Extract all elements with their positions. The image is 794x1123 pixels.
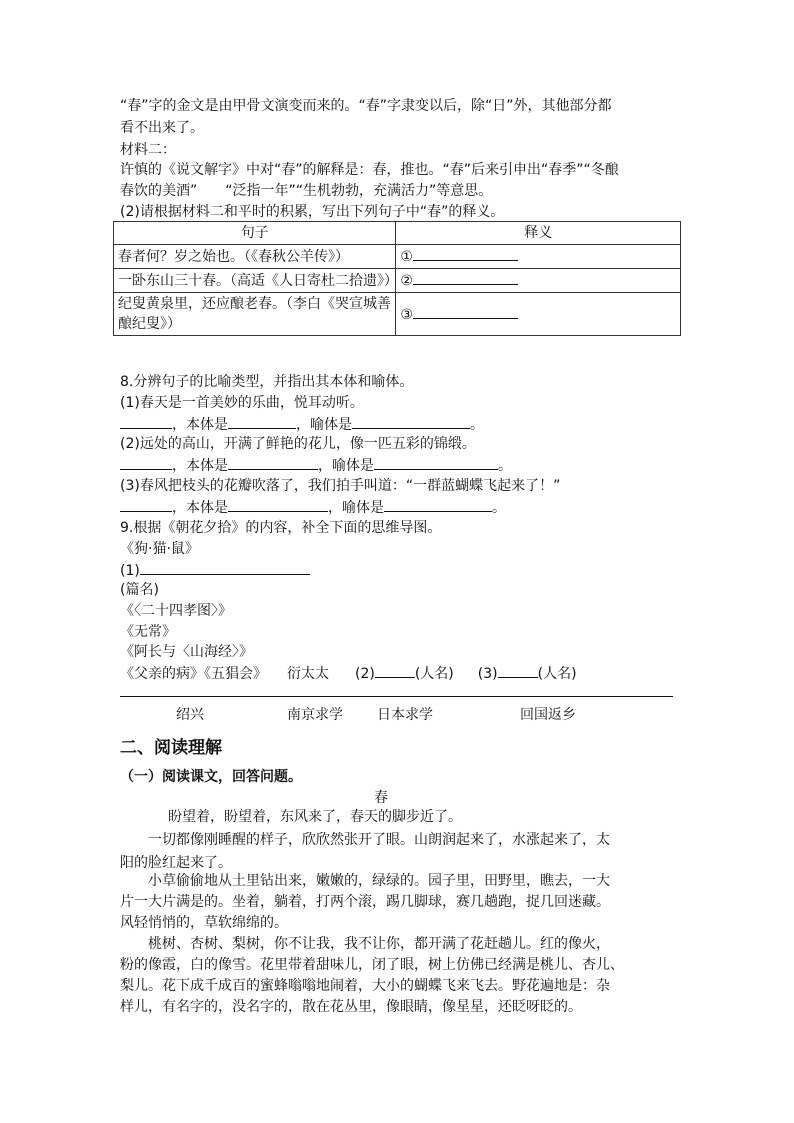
passage-para-4-line-4: 样儿，有名字的，没名字的，散在花丛里，像眼睛，像星星，还眨呀眨的。: [120, 999, 582, 1015]
table-header-row: [114, 222, 681, 245]
table-row: [114, 269, 681, 293]
question-8-item-3: (3)春风把枝头的花瓣吹落了，我们拍手叫道：“一群蓝蝴蝶飞起来了！”: [120, 478, 561, 494]
answer-blank[interactable]: [352, 414, 470, 429]
material2-line-1: 许慎的《说文解字》中对“春”的解释是：春，推也。“春”后来引申出“春季”“冬酿: [120, 162, 619, 178]
answer-number: ②: [400, 273, 413, 289]
passage-para-4-line-2: 粉的像霞，白的像雪。花里带着甜味儿，闭了眼，树上仿佛已经满是桃儿、杏儿、: [120, 957, 624, 973]
mindmap-blank-1: [120, 560, 680, 581]
answer-blank[interactable]: [228, 414, 296, 429]
answer-blank[interactable]: [140, 560, 310, 575]
mindmap-item-5: [120, 663, 680, 684]
label-end: 。: [498, 458, 512, 474]
question-8-answer-line-1: [120, 414, 680, 435]
passage-para-3-line-2: 片一大片满是的。坐着，躺着，打两个滚，踢几脚球，赛几趟跑，捉几回迷藏。: [120, 894, 610, 910]
table-row: [114, 245, 681, 269]
label-yu: ，喻体是: [296, 417, 352, 433]
table-cell-sentence: 春者何？岁之始也。（《春秋公羊传》）: [114, 245, 396, 269]
place-nanjing: 南京求学: [287, 707, 343, 723]
question-8-answer-line-3: [120, 497, 680, 518]
label-ben: ，本体是: [172, 417, 228, 433]
mindmap-item-1: 《狗·猫·鼠》: [120, 541, 199, 557]
question-9-prompt: 9.根据《朝花夕拾》的内容，补全下面的思维导图。: [120, 520, 442, 536]
material2-line-2: 春饮的美酒” “泛指一年”“生机勃勃，充满活力”等意思。: [120, 183, 493, 199]
answer-blank[interactable]: [120, 455, 172, 470]
answer-blank[interactable]: [120, 414, 172, 429]
question-8-item-1: (1)春天是一首美妙的乐曲，悦耳动听。: [120, 395, 364, 411]
section-subtitle: （一）阅读课文，回答问题。: [120, 769, 302, 785]
answer-blank[interactable]: [413, 246, 518, 261]
blank-2-label: (2): [355, 666, 375, 682]
question-2-prompt: (2)请根据材料二和平时的积累，写出下列句子中“春”的释义。: [120, 204, 505, 220]
table-cell-answer[interactable]: [396, 293, 681, 336]
definition-table: [113, 221, 681, 336]
answer-number: ①: [400, 249, 413, 265]
table-cell-answer[interactable]: [396, 245, 681, 269]
mindmap-item-3: 《无常》: [120, 624, 176, 640]
answer-blank[interactable]: [228, 455, 318, 470]
place-return: 回国返乡: [520, 707, 576, 723]
passage-para-3-line-1: 小草偷偷地从土里钻出来，嫩嫩的，绿绿的。园子里，田野里，瞧去，一大: [148, 873, 610, 889]
mindmap-item-4: 《阿长与〈山海经〉》: [120, 644, 253, 660]
answer-number: ③: [400, 306, 413, 323]
table-header-sentence: 句子: [114, 222, 396, 245]
passage-para-2-line-1: 一切都像刚睡醒的样子，欣欣然张开了眼。山朗润起来了，水涨起来了，太: [148, 832, 610, 848]
table-cell-answer[interactable]: [396, 269, 681, 293]
passage-para-3-line-3: 风轻悄悄的，草软绵绵的。: [120, 915, 288, 931]
material1-line-1: “春”字的金文是由甲骨文演变而来的。“春”字隶变以后，除“日”外，其他部分都: [120, 98, 612, 114]
blank-3-suffix: (人名): [537, 666, 577, 682]
table-row: [114, 293, 681, 336]
blank-2-suffix: (人名): [414, 666, 454, 682]
question-8-answer-line-2: [120, 455, 680, 476]
label-ben: ，本体是: [172, 500, 228, 516]
timeline-divider: [120, 696, 673, 697]
blank-1-label: (1): [120, 563, 140, 579]
passage-title: 春: [374, 790, 388, 806]
mindmap-titles: 《父亲的病》《五猖会》: [120, 666, 267, 682]
label-yu: ，喻体是: [318, 458, 374, 474]
mindmap-person: 衍太太: [287, 666, 329, 682]
question-8-item-2: (2)远处的高山，开满了鲜艳的花儿，像一匹五彩的锦缎。: [120, 436, 476, 452]
answer-blank[interactable]: [384, 497, 492, 512]
passage-para-4-line-1: 桃树、杏树、梨树，你不让我，我不让你，都开满了花赶趟儿。红的像火，: [148, 936, 610, 952]
mindmap-item-2: 《〈二十四孝图〉》: [120, 603, 232, 619]
passage-para-2-line-2: 阳的脸红起来了。: [120, 855, 232, 871]
answer-blank[interactable]: [120, 497, 172, 512]
answer-blank[interactable]: [498, 663, 538, 678]
question-8-prompt: 8.分辨句子的比喻类型，并指出其本体和喻体。: [120, 374, 414, 390]
place-shaoxing: 绍兴: [176, 707, 204, 723]
table-cell-sentence: 一卧东山三十春。（高适《人日寄杜二拾遗》）: [114, 269, 396, 293]
answer-blank[interactable]: [375, 663, 415, 678]
mindmap-label: (篇名): [120, 582, 159, 598]
label-yu: ，喻体是: [328, 500, 384, 516]
material1-line-2: 看不出来了。: [120, 120, 204, 136]
answer-blank[interactable]: [413, 304, 518, 319]
table-header-meaning: 释义: [396, 222, 681, 245]
answer-blank[interactable]: [413, 270, 518, 285]
section-title: 二、阅读理解: [120, 738, 222, 758]
table-cell-sentence: 纪叟黄泉里，还应酿老春。（李白《哭宣城善酿纪叟》）: [114, 293, 396, 336]
blank-3-label: (3): [477, 666, 498, 682]
passage-para-1: 盼望着，盼望着，东风来了，春天的脚步近了。: [168, 809, 462, 825]
passage-para-4-line-3: 梨儿。花下成千成百的蜜蜂嗡嗡地闹着，大小的蝴蝶飞来飞去。野花遍地是：杂: [120, 978, 610, 994]
label-ben: ，本体是: [172, 458, 228, 474]
place-japan: 日本求学: [377, 707, 433, 723]
answer-blank[interactable]: [374, 455, 498, 470]
material2-label: 材料二：: [120, 142, 176, 158]
answer-blank[interactable]: [228, 497, 328, 512]
label-end: 。: [492, 500, 506, 516]
label-end: 。: [470, 417, 484, 433]
